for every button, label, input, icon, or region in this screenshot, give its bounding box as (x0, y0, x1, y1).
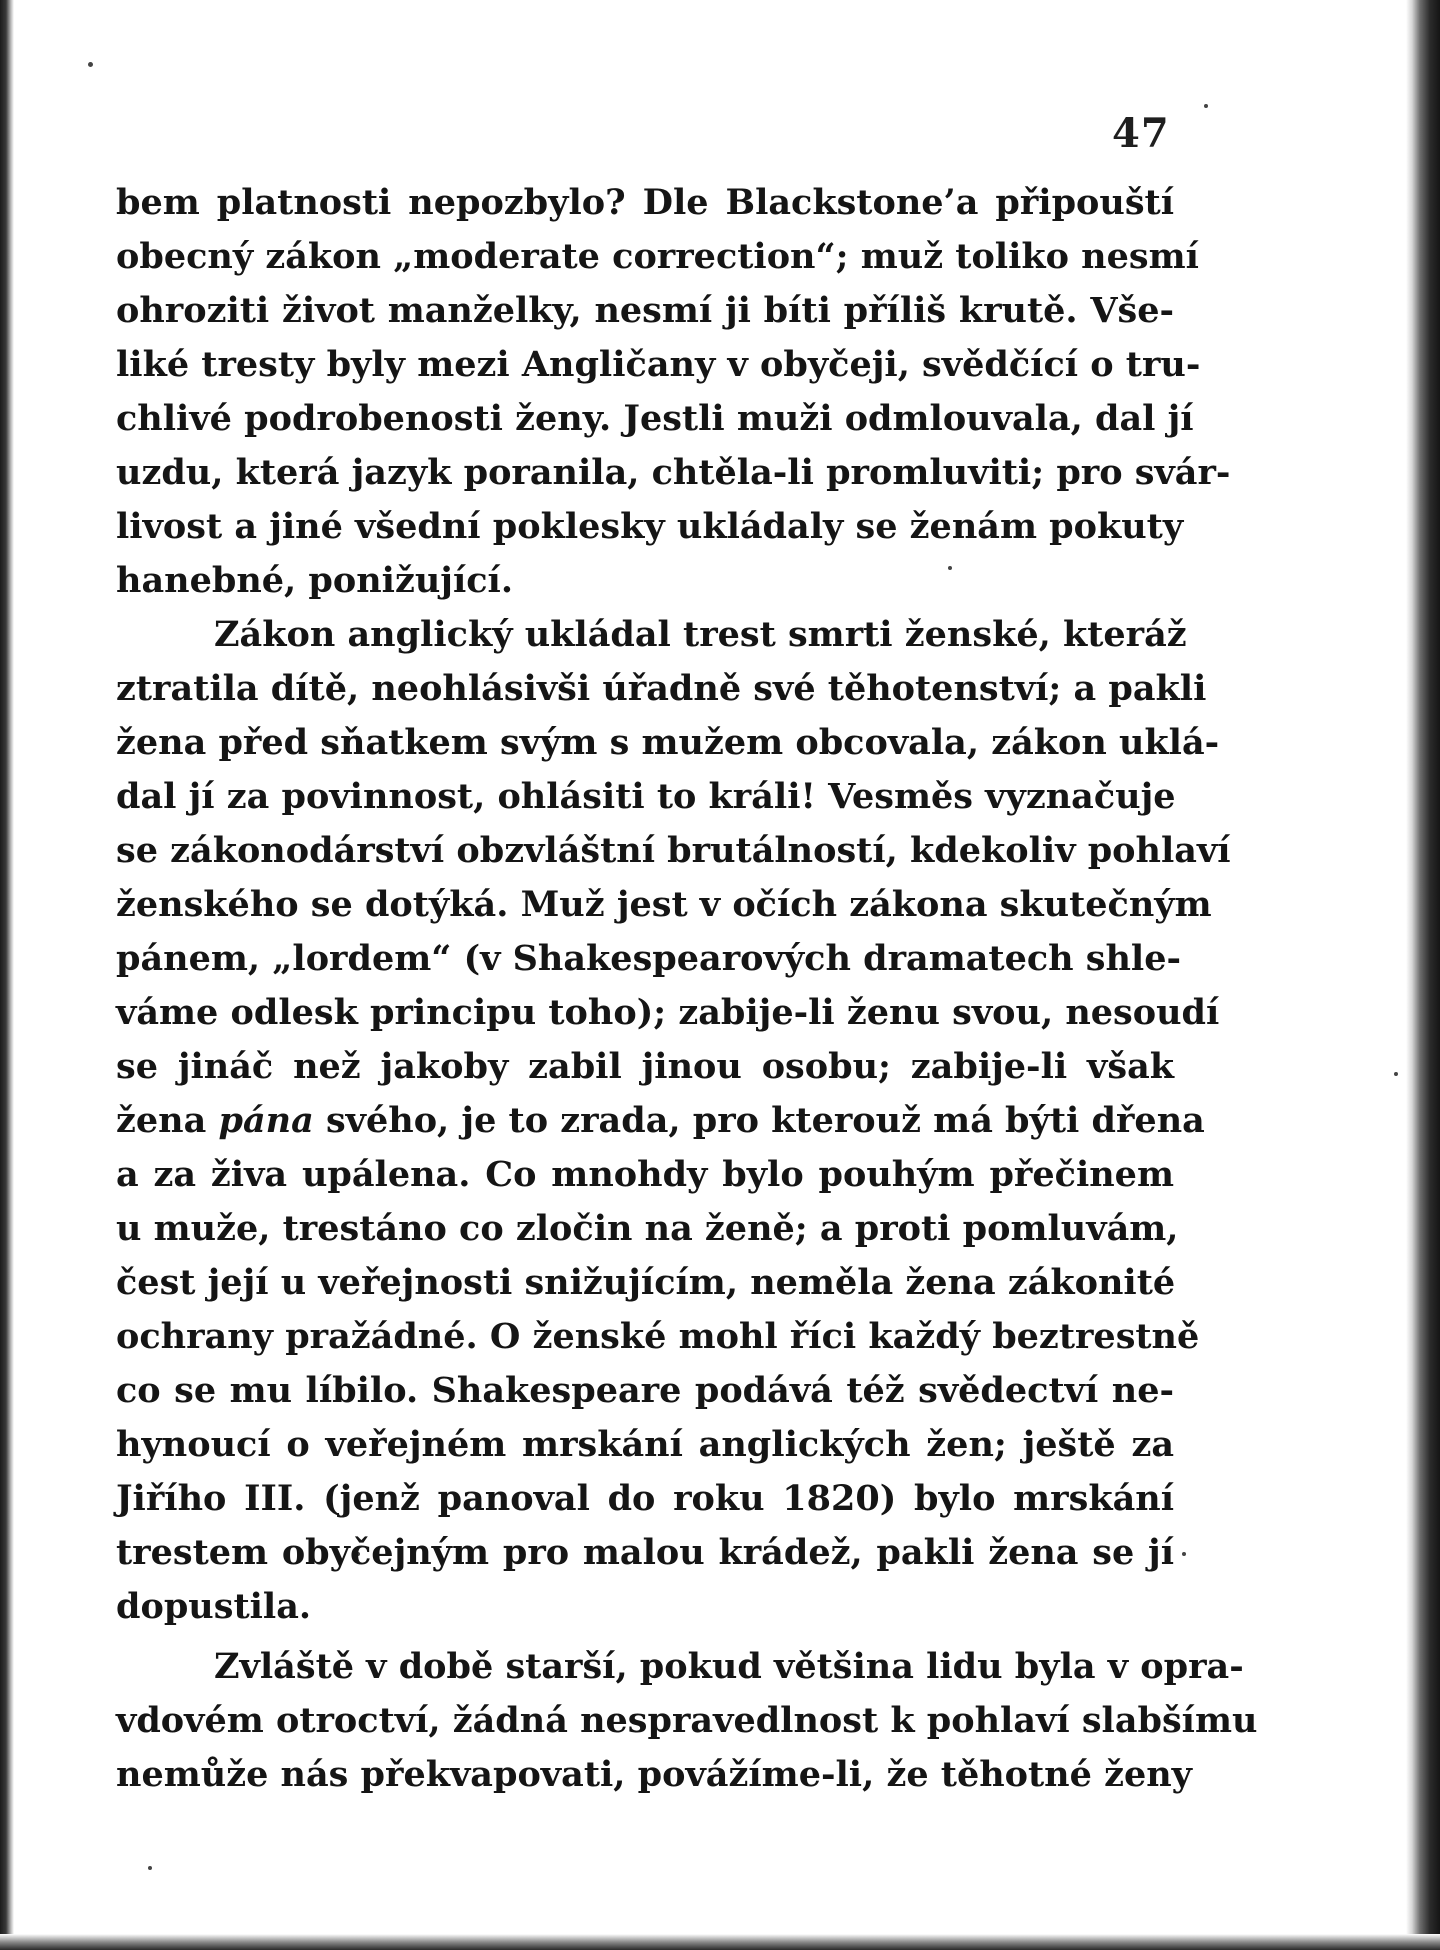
text-line: ohroziti život manželky, nesmí ji bíti příliš krutě. Vše- (116, 290, 1174, 331)
scan-edge-bottom (0, 1934, 1440, 1950)
text-line: žena před sňatkem svým s mužem obcovala, zákon uklá- (116, 722, 1220, 763)
text-fragment: svého, je to zrada, pro kterouž má býti dřena (325, 1100, 1205, 1141)
text-line: Jiřího III. (jenž panoval do roku 1820) bylo mrskání (116, 1478, 1174, 1519)
text-line: liké tresty byly mezi Angličany v obyčeji, svědčící o tru- (116, 344, 1201, 385)
scan-speck (1182, 1552, 1186, 1556)
text-line: nemůže nás překvapovati, povážíme-li, že těhotné ženy (116, 1754, 1192, 1795)
scan-speck (88, 62, 93, 67)
text-line-with-emphasis (116, 1094, 1205, 1148)
text-line: ztratila dítě, neohlásivši úřadně své těhotenství; a pakli (116, 668, 1207, 709)
text-line: vdovém otroctví, žádná nespravedlnost k pohlaví slabšímu (116, 1700, 1258, 1741)
text-fragment: žena (116, 1100, 207, 1141)
text-line: se zákonodárství obzvláštní brutálností, kdekoliv pohlaví (116, 830, 1231, 871)
scan-speck (1394, 1072, 1398, 1076)
text-line: a za živa upálena. Co mnohdy bylo pouhým přečinem (116, 1154, 1174, 1195)
scan-edge-left (0, 0, 14, 1950)
paragraph (116, 176, 1231, 608)
scan-speck (1204, 104, 1208, 108)
text-line: livost a jiné všední poklesky ukládaly se ženám pokuty (116, 506, 1184, 547)
text-line: hanebné, ponižující. (116, 560, 514, 601)
text-line: Zvláště v době starší, pokud většina lidu byla v opra- (214, 1646, 1244, 1687)
text-line: Zákon anglický ukládal trest smrti ženské, kteráž (214, 614, 1187, 655)
text-line: hynoucí o veřejném mrskání anglických žen; ještě za (116, 1424, 1174, 1465)
text-line: trestem obyčejným pro malou krádež, pakli žena se jí (116, 1532, 1174, 1573)
text-line: chlivé podrobenosti ženy. Jestli muži odmlouvala, dal jí (116, 398, 1194, 439)
text-line: u muže, trestáno co zločin na ženě; a proti pomluvám, (116, 1208, 1179, 1249)
text-line: uzdu, která jazyk poranila, chtěla-li promluviti; pro svár- (116, 452, 1231, 493)
text-line: pánem, „lordem“ (v Shakespearových dramatech shle- (116, 938, 1182, 979)
text-line: váme odlesk principu toho); zabije-li ženu svou, nesoudí (116, 992, 1220, 1033)
scan-speck (148, 1866, 152, 1870)
scan-edge-right (1406, 0, 1440, 1950)
paragraph (116, 608, 1231, 1634)
text-line: bem platnosti nepozbylo? Dle Blackstone’a připouští (116, 182, 1174, 223)
paragraph (116, 1640, 1258, 1802)
text-line: čest její u veřejnosti snižujícím, neměla žena zákonité (116, 1262, 1176, 1303)
body-text (116, 176, 1258, 1802)
text-line: ochrany pražádné. O ženské mohl říci každý beztrestně (116, 1316, 1200, 1357)
text-line: obecný zákon „moderate correction“; muž toliko nesmí (116, 236, 1199, 277)
page-number: 47 (1112, 110, 1170, 157)
text-line: dopustila. (116, 1586, 312, 1627)
text-line: dal jí za povinnost, ohlásiti to králi! Vesměs vyznačuje (116, 776, 1176, 817)
text-line: co se mu líbilo. Shakespeare podává též svědectví ne- (116, 1370, 1174, 1411)
text-line: se jináč než jakoby zabil jinou osobu; zabije-li však (116, 1046, 1174, 1087)
text-line: ženského se dotýká. Muž jest v očích zákona skutečným (116, 884, 1212, 925)
emphasized-word: pána (218, 1100, 314, 1141)
